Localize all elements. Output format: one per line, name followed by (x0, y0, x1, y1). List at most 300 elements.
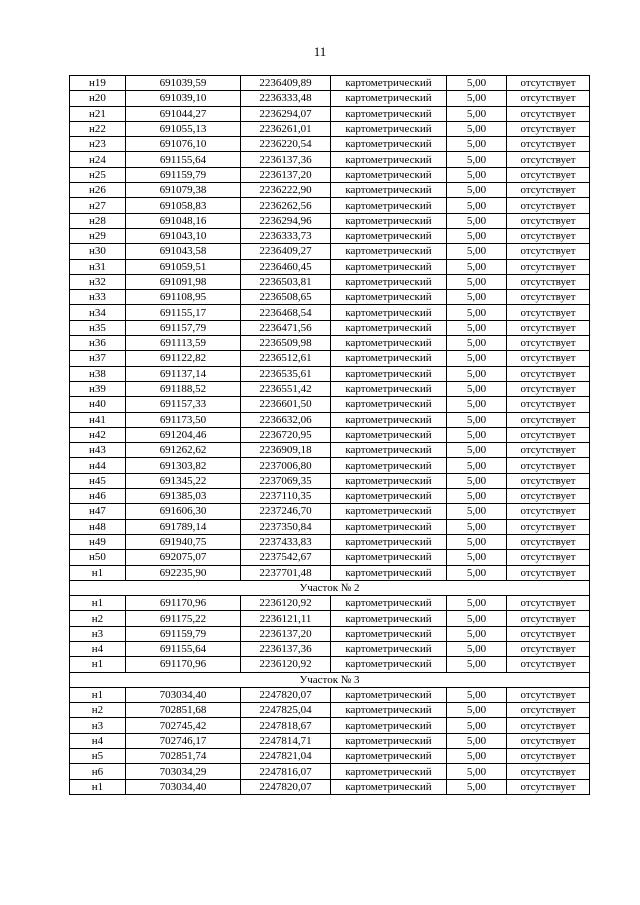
x-coordinate-cell: 691155,64 (126, 152, 241, 167)
description-cell: отсутствует (507, 274, 590, 289)
y-coordinate-cell: 2236409,89 (241, 76, 331, 91)
table-row (70, 519, 590, 534)
x-coordinate-cell: 691108,95 (126, 290, 241, 305)
method-cell: картометрический (331, 381, 447, 396)
method-cell: картометрический (331, 565, 447, 580)
point-id-cell: н19 (70, 76, 126, 91)
point-id-cell: н21 (70, 106, 126, 121)
accuracy-cell: 5,00 (447, 137, 507, 152)
method-cell: картометрический (331, 412, 447, 427)
point-id-cell: н1 (70, 687, 126, 702)
method-cell: картометрический (331, 611, 447, 626)
accuracy-cell: 5,00 (447, 626, 507, 641)
point-id-cell: н1 (70, 779, 126, 794)
table-row (70, 412, 590, 427)
description-cell: отсутствует (507, 779, 590, 794)
x-coordinate-cell: 691043,58 (126, 244, 241, 259)
method-cell: картометрический (331, 504, 447, 519)
accuracy-cell: 5,00 (447, 152, 507, 167)
accuracy-cell: 5,00 (447, 381, 507, 396)
x-coordinate-cell: 691188,52 (126, 381, 241, 396)
method-cell: картометрический (331, 167, 447, 182)
y-coordinate-cell: 2236137,36 (241, 641, 331, 656)
y-coordinate-cell: 2237069,35 (241, 473, 331, 488)
y-coordinate-cell: 2236471,56 (241, 320, 331, 335)
point-id-cell: н1 (70, 657, 126, 672)
method-cell: картометрический (331, 320, 447, 335)
table-row (70, 657, 590, 672)
y-coordinate-cell: 2247821,04 (241, 749, 331, 764)
x-coordinate-cell: 692075,07 (126, 550, 241, 565)
accuracy-cell: 5,00 (447, 290, 507, 305)
point-id-cell: н32 (70, 274, 126, 289)
y-coordinate-cell: 2236503,81 (241, 274, 331, 289)
table-row (70, 718, 590, 733)
accuracy-cell: 5,00 (447, 336, 507, 351)
description-cell: отсутствует (507, 504, 590, 519)
table-row (70, 550, 590, 565)
y-coordinate-cell: 2237110,35 (241, 489, 331, 504)
method-cell: картометрический (331, 91, 447, 106)
x-coordinate-cell: 691159,79 (126, 167, 241, 182)
point-id-cell: н25 (70, 167, 126, 182)
point-id-cell: н39 (70, 381, 126, 396)
point-id-cell: н28 (70, 213, 126, 228)
description-cell: отсутствует (507, 657, 590, 672)
method-cell: картометрический (331, 703, 447, 718)
description-cell: отсутствует (507, 106, 590, 121)
x-coordinate-cell: 691076,10 (126, 137, 241, 152)
point-id-cell: н44 (70, 458, 126, 473)
point-id-cell: н22 (70, 121, 126, 136)
description-cell: отсутствует (507, 565, 590, 580)
method-cell: картометрический (331, 397, 447, 412)
y-coordinate-cell: 2236460,45 (241, 259, 331, 274)
point-id-cell: н1 (70, 565, 126, 580)
method-cell: картометрический (331, 473, 447, 488)
method-cell: картометрический (331, 779, 447, 794)
point-id-cell: н34 (70, 305, 126, 320)
table-row (70, 749, 590, 764)
table-row (70, 198, 590, 213)
method-cell: картометрический (331, 351, 447, 366)
accuracy-cell: 5,00 (447, 320, 507, 335)
accuracy-cell: 5,00 (447, 504, 507, 519)
y-coordinate-cell: 2236137,20 (241, 626, 331, 641)
description-cell: отсутствует (507, 534, 590, 549)
point-id-cell: н1 (70, 596, 126, 611)
point-id-cell: н26 (70, 183, 126, 198)
method-cell: картометрический (331, 198, 447, 213)
x-coordinate-cell: 691385,03 (126, 489, 241, 504)
y-coordinate-cell: 2236509,98 (241, 336, 331, 351)
y-coordinate-cell: 2236137,20 (241, 167, 331, 182)
point-id-cell: н31 (70, 259, 126, 274)
method-cell: картометрический (331, 137, 447, 152)
table-row (70, 764, 590, 779)
description-cell: отсутствует (507, 489, 590, 504)
point-id-cell: н20 (70, 91, 126, 106)
y-coordinate-cell: 2247820,07 (241, 779, 331, 794)
x-coordinate-cell: 691137,14 (126, 366, 241, 381)
table-row (70, 489, 590, 504)
method-cell: картометрический (331, 427, 447, 442)
method-cell: картометрический (331, 733, 447, 748)
accuracy-cell: 5,00 (447, 76, 507, 91)
description-cell: отсутствует (507, 91, 590, 106)
method-cell: картометрический (331, 244, 447, 259)
x-coordinate-cell: 691113,59 (126, 336, 241, 351)
method-cell: картометрический (331, 274, 447, 289)
point-id-cell: н49 (70, 534, 126, 549)
method-cell: картометрический (331, 626, 447, 641)
section-header-row (70, 580, 590, 595)
method-cell: картометрический (331, 259, 447, 274)
accuracy-cell: 5,00 (447, 167, 507, 182)
y-coordinate-cell: 2247814,71 (241, 733, 331, 748)
x-coordinate-cell: 691043,10 (126, 228, 241, 243)
table-row (70, 274, 590, 289)
x-coordinate-cell: 691345,22 (126, 473, 241, 488)
table-row (70, 626, 590, 641)
accuracy-cell: 5,00 (447, 427, 507, 442)
coordinates-table (69, 75, 590, 795)
point-id-cell: н46 (70, 489, 126, 504)
method-cell: картометрический (331, 534, 447, 549)
x-coordinate-cell: 691157,33 (126, 397, 241, 412)
description-cell: отсутствует (507, 305, 590, 320)
table-row (70, 458, 590, 473)
table-row (70, 473, 590, 488)
x-coordinate-cell: 691058,83 (126, 198, 241, 213)
accuracy-cell: 5,00 (447, 458, 507, 473)
x-coordinate-cell: 691159,79 (126, 626, 241, 641)
x-coordinate-cell: 691079,38 (126, 183, 241, 198)
description-cell: отсутствует (507, 687, 590, 702)
y-coordinate-cell: 2247820,07 (241, 687, 331, 702)
x-coordinate-cell: 703034,29 (126, 764, 241, 779)
description-cell: отсутствует (507, 764, 590, 779)
point-id-cell: н35 (70, 320, 126, 335)
description-cell: отсутствует (507, 703, 590, 718)
point-id-cell: н33 (70, 290, 126, 305)
description-cell: отсутствует (507, 718, 590, 733)
y-coordinate-cell: 2237006,80 (241, 458, 331, 473)
description-cell: отсутствует (507, 213, 590, 228)
method-cell: картометрический (331, 519, 447, 534)
point-id-cell: н48 (70, 519, 126, 534)
point-id-cell: н5 (70, 749, 126, 764)
description-cell: отсутствует (507, 152, 590, 167)
method-cell: картометрический (331, 550, 447, 565)
accuracy-cell: 5,00 (447, 611, 507, 626)
x-coordinate-cell: 702746,17 (126, 733, 241, 748)
method-cell: картометрический (331, 657, 447, 672)
method-cell: картометрический (331, 489, 447, 504)
accuracy-cell: 5,00 (447, 657, 507, 672)
point-id-cell: н2 (70, 703, 126, 718)
point-id-cell: н47 (70, 504, 126, 519)
accuracy-cell: 5,00 (447, 213, 507, 228)
y-coordinate-cell: 2236262,56 (241, 198, 331, 213)
description-cell: отсутствует (507, 228, 590, 243)
y-coordinate-cell: 2236120,92 (241, 596, 331, 611)
point-id-cell: н2 (70, 611, 126, 626)
accuracy-cell: 5,00 (447, 106, 507, 121)
x-coordinate-cell: 691940,75 (126, 534, 241, 549)
x-coordinate-cell: 702851,74 (126, 749, 241, 764)
table-row (70, 91, 590, 106)
description-cell: отсутствует (507, 641, 590, 656)
x-coordinate-cell: 691155,64 (126, 641, 241, 656)
x-coordinate-cell: 691789,14 (126, 519, 241, 534)
method-cell: картометрический (331, 687, 447, 702)
y-coordinate-cell: 2237246,70 (241, 504, 331, 519)
method-cell: картометрический (331, 336, 447, 351)
description-cell: отсутствует (507, 198, 590, 213)
accuracy-cell: 5,00 (447, 121, 507, 136)
y-coordinate-cell: 2236632,06 (241, 412, 331, 427)
accuracy-cell: 5,00 (447, 351, 507, 366)
x-coordinate-cell: 691044,27 (126, 106, 241, 121)
table-row (70, 351, 590, 366)
description-cell: отсутствует (507, 427, 590, 442)
description-cell: отсутствует (507, 320, 590, 335)
method-cell: картометрический (331, 749, 447, 764)
y-coordinate-cell: 2236120,92 (241, 657, 331, 672)
accuracy-cell: 5,00 (447, 596, 507, 611)
table-row (70, 290, 590, 305)
x-coordinate-cell: 691173,50 (126, 412, 241, 427)
y-coordinate-cell: 2237701,48 (241, 565, 331, 580)
table-row (70, 611, 590, 626)
description-cell: отсутствует (507, 336, 590, 351)
description-cell: отсутствует (507, 519, 590, 534)
description-cell: отсутствует (507, 473, 590, 488)
table-row (70, 336, 590, 351)
x-coordinate-cell: 691262,62 (126, 443, 241, 458)
table-row (70, 427, 590, 442)
accuracy-cell: 5,00 (447, 749, 507, 764)
table-row (70, 443, 590, 458)
table-row (70, 703, 590, 718)
table-row (70, 228, 590, 243)
point-id-cell: н23 (70, 137, 126, 152)
point-id-cell: н3 (70, 626, 126, 641)
section-header-row (70, 672, 590, 687)
table-row (70, 244, 590, 259)
method-cell: картометрический (331, 213, 447, 228)
table-row (70, 596, 590, 611)
point-id-cell: н41 (70, 412, 126, 427)
y-coordinate-cell: 2236720,95 (241, 427, 331, 442)
x-coordinate-cell: 691039,10 (126, 91, 241, 106)
y-coordinate-cell: 2236512,61 (241, 351, 331, 366)
x-coordinate-cell: 702745,42 (126, 718, 241, 733)
accuracy-cell: 5,00 (447, 519, 507, 534)
point-id-cell: н27 (70, 198, 126, 213)
section-title: Участок № 3 (70, 672, 590, 687)
x-coordinate-cell: 691204,46 (126, 427, 241, 442)
point-id-cell: н4 (70, 733, 126, 748)
table-row (70, 320, 590, 335)
description-cell: отсутствует (507, 749, 590, 764)
point-id-cell: н45 (70, 473, 126, 488)
description-cell: отсутствует (507, 550, 590, 565)
x-coordinate-cell: 702851,68 (126, 703, 241, 718)
accuracy-cell: 5,00 (447, 397, 507, 412)
method-cell: картометрический (331, 121, 447, 136)
method-cell: картометрический (331, 366, 447, 381)
method-cell: картометрический (331, 152, 447, 167)
description-cell: отсутствует (507, 259, 590, 274)
y-coordinate-cell: 2236468,54 (241, 305, 331, 320)
description-cell: отсутствует (507, 366, 590, 381)
point-id-cell: н24 (70, 152, 126, 167)
description-cell: отсутствует (507, 351, 590, 366)
accuracy-cell: 5,00 (447, 718, 507, 733)
table-row (70, 381, 590, 396)
table-row (70, 76, 590, 91)
y-coordinate-cell: 2247818,67 (241, 718, 331, 733)
table-row (70, 137, 590, 152)
table-row (70, 565, 590, 580)
accuracy-cell: 5,00 (447, 489, 507, 504)
accuracy-cell: 5,00 (447, 305, 507, 320)
description-cell: отсутствует (507, 733, 590, 748)
x-coordinate-cell: 691122,82 (126, 351, 241, 366)
description-cell: отсутствует (507, 626, 590, 641)
description-cell: отсутствует (507, 137, 590, 152)
y-coordinate-cell: 2236294,96 (241, 213, 331, 228)
x-coordinate-cell: 691155,17 (126, 305, 241, 320)
method-cell: картометрический (331, 106, 447, 121)
method-cell: картометрический (331, 228, 447, 243)
page-number: 11 (313, 44, 327, 59)
description-cell: отсутствует (507, 458, 590, 473)
description-cell: отсутствует (507, 121, 590, 136)
table-row (70, 641, 590, 656)
y-coordinate-cell: 2236137,36 (241, 152, 331, 167)
y-coordinate-cell: 2237350,84 (241, 519, 331, 534)
point-id-cell: н36 (70, 336, 126, 351)
y-coordinate-cell: 2247816,07 (241, 764, 331, 779)
description-cell: отсутствует (507, 76, 590, 91)
x-coordinate-cell: 691157,79 (126, 320, 241, 335)
method-cell: картометрический (331, 305, 447, 320)
x-coordinate-cell: 691055,13 (126, 121, 241, 136)
x-coordinate-cell: 691303,82 (126, 458, 241, 473)
y-coordinate-cell: 2236121,11 (241, 611, 331, 626)
coordinates-table-body (70, 76, 590, 795)
description-cell: отсутствует (507, 244, 590, 259)
table-row (70, 687, 590, 702)
x-coordinate-cell: 691175,22 (126, 611, 241, 626)
y-coordinate-cell: 2236909,18 (241, 443, 331, 458)
y-coordinate-cell: 2236220,54 (241, 137, 331, 152)
point-id-cell: н40 (70, 397, 126, 412)
y-coordinate-cell: 2236333,73 (241, 228, 331, 243)
description-cell: отсутствует (507, 183, 590, 198)
method-cell: картометрический (331, 290, 447, 305)
method-cell: картометрический (331, 718, 447, 733)
point-id-cell: н43 (70, 443, 126, 458)
y-coordinate-cell: 2236261,01 (241, 121, 331, 136)
table-row (70, 305, 590, 320)
y-coordinate-cell: 2236601,50 (241, 397, 331, 412)
method-cell: картометрический (331, 443, 447, 458)
accuracy-cell: 5,00 (447, 443, 507, 458)
accuracy-cell: 5,00 (447, 228, 507, 243)
x-coordinate-cell: 691170,96 (126, 657, 241, 672)
x-coordinate-cell: 691059,51 (126, 259, 241, 274)
y-coordinate-cell: 2236508,65 (241, 290, 331, 305)
x-coordinate-cell: 691091,98 (126, 274, 241, 289)
y-coordinate-cell: 2236294,07 (241, 106, 331, 121)
x-coordinate-cell: 703034,40 (126, 779, 241, 794)
accuracy-cell: 5,00 (447, 198, 507, 213)
description-cell: отсутствует (507, 167, 590, 182)
x-coordinate-cell: 691170,96 (126, 596, 241, 611)
point-id-cell: н50 (70, 550, 126, 565)
x-coordinate-cell: 691048,16 (126, 213, 241, 228)
point-id-cell: н30 (70, 244, 126, 259)
y-coordinate-cell: 2236409,27 (241, 244, 331, 259)
y-coordinate-cell: 2236535,61 (241, 366, 331, 381)
accuracy-cell: 5,00 (447, 565, 507, 580)
table-row (70, 366, 590, 381)
table-row (70, 534, 590, 549)
table-row (70, 779, 590, 794)
point-id-cell: н37 (70, 351, 126, 366)
description-cell: отсутствует (507, 443, 590, 458)
point-id-cell: н3 (70, 718, 126, 733)
table-row (70, 183, 590, 198)
y-coordinate-cell: 2236551,42 (241, 381, 331, 396)
x-coordinate-cell: 691606,30 (126, 504, 241, 519)
accuracy-cell: 5,00 (447, 91, 507, 106)
accuracy-cell: 5,00 (447, 779, 507, 794)
accuracy-cell: 5,00 (447, 703, 507, 718)
y-coordinate-cell: 2237433,83 (241, 534, 331, 549)
description-cell: отсутствует (507, 412, 590, 427)
point-id-cell: н29 (70, 228, 126, 243)
accuracy-cell: 5,00 (447, 687, 507, 702)
table-row (70, 152, 590, 167)
accuracy-cell: 5,00 (447, 473, 507, 488)
accuracy-cell: 5,00 (447, 412, 507, 427)
accuracy-cell: 5,00 (447, 366, 507, 381)
y-coordinate-cell: 2237542,67 (241, 550, 331, 565)
accuracy-cell: 5,00 (447, 534, 507, 549)
point-id-cell: н4 (70, 641, 126, 656)
method-cell: картометрический (331, 764, 447, 779)
description-cell: отсутствует (507, 381, 590, 396)
method-cell: картометрический (331, 596, 447, 611)
table-row (70, 733, 590, 748)
accuracy-cell: 5,00 (447, 244, 507, 259)
method-cell: картометрический (331, 458, 447, 473)
accuracy-cell: 5,00 (447, 733, 507, 748)
description-cell: отсутствует (507, 290, 590, 305)
y-coordinate-cell: 2236222,90 (241, 183, 331, 198)
section-title: Участок № 2 (70, 580, 590, 595)
table-row (70, 167, 590, 182)
table-row (70, 397, 590, 412)
y-coordinate-cell: 2236333,48 (241, 91, 331, 106)
table-row (70, 213, 590, 228)
accuracy-cell: 5,00 (447, 183, 507, 198)
